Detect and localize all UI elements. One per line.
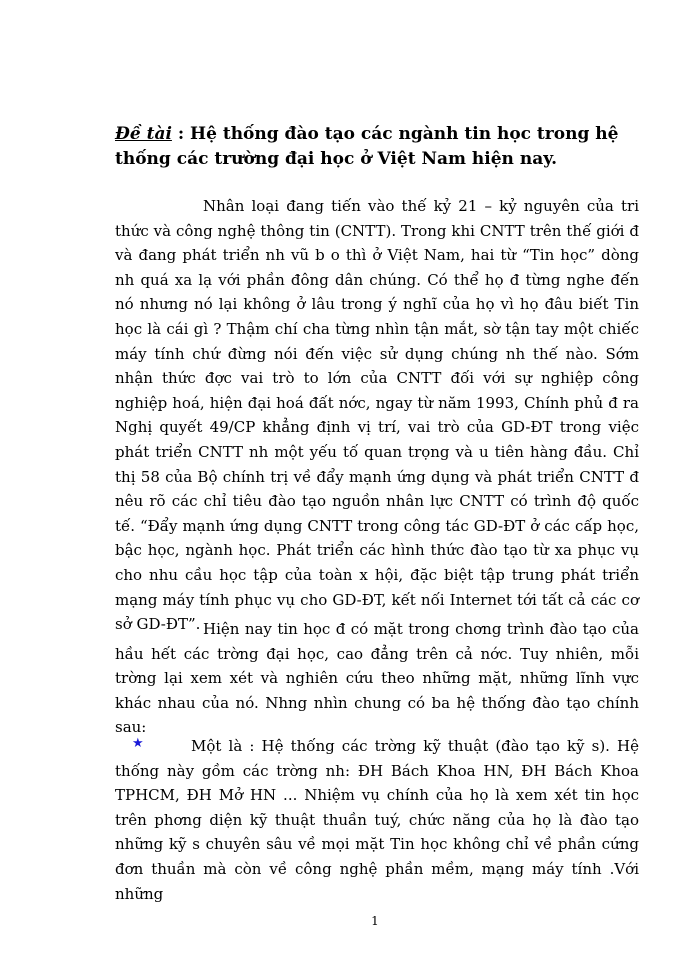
document-title: [115, 122, 675, 172]
title-label: Đề tài: [115, 124, 172, 144]
paragraph-technical-schools: Một là : Hệ thống các trờng kỹ thuật (đào tạo kỹ s). Hệ thống này gồm các trờng nh: ĐH Bách Khoa HN, ĐH Bách Khoa TPHCM, ĐH Mở HN ... Nhiệm vụ chính của họ là xem xét tin học trên phơng diện kỹ thuật thuần tuý, chức năng của họ là đào tạo những kỹ s chuyên sâu về mọi mặt Tin học không chỉ về phần cứng đơn thuần mà còn về công nghệ phần mềm, mạng máy tính .Với những: [115, 737, 639, 903]
page-number: 1: [371, 914, 379, 928]
title-separator: :: [171, 124, 191, 144]
star-bullet-icon: ★: [132, 736, 144, 751]
title-text: Hệ thống đào tạo các ngành tin học trong hệ thống các trường đại học ở Việt Nam hiện nay.: [115, 124, 619, 169]
paragraph-current-status: Hiện nay tin học đ có mặt trong chơng trình đào tạo của hầu hết các trờng đại học, cao đẳng trên cả nớc. Tuy nhiên, mỗi trờng lại xem xét và nghiên cứu theo những mặt, những lĩnh vực khác nhau của nó. Nhng nhìn chung có ba hệ thống đào tạo chính sau:: [115, 620, 639, 737]
paragraph-intro: Nhân loại đang tiến vào thế kỷ 21 – kỷ nguyên của tri thức và công nghệ thông tin (CNTT). Trong khi CNTT trên thế giới đ và đang phát triển nh vũ b o thì ở Việt Nam, hai từ “Tin học” dòng nh quá xa lạ với phần đông dân chúng. Có thể họ đ từng nghe đến nó nhưng nó lại không ở lâu trong ý nghĩ của họ vì họ đâu biết Tin học là cái gì ? Thậm chí cha từng nhìn tận mắt, sờ tận tay một chiếc máy tính chứ đừng nói đến việc sử dụng chúng nh thế nào. Sớm nhận thức đợc vai trò to lớn của CNTT đối với sự nghiệp công nghiệp hoá, hiện đại hoá đất nớc, ngay từ năm 1993, Chính phủ đ ra Nghị quyết 49/CP khẳng định vị trí, vai trò của GD-ĐT trong việc phát triển CNTT nh một yếu tố quan trọng và u tiên hàng đầu. Chỉ thị 58 của Bộ chính trị về đẩy mạnh ứng dụng và phát triển CNTT đ nêu rõ các chỉ tiêu đào tạo nguồn nhân lực CNTT có trình độ quốc tế. “Đẩy mạnh ứng dụng CNTT trong công tác GD-ĐT ở các cấp học, bậc học, ngành học. Phát triển các hình thức đào tạo từ xa phục vụ cho nhu cầu học tập của toàn x hội, đặc biệt tập trung phát triển mạng máy tính phục vụ cho GD-ĐT, kết nối Internet tới tất cả các cơ sở GD-ĐT”.: [115, 197, 639, 634]
